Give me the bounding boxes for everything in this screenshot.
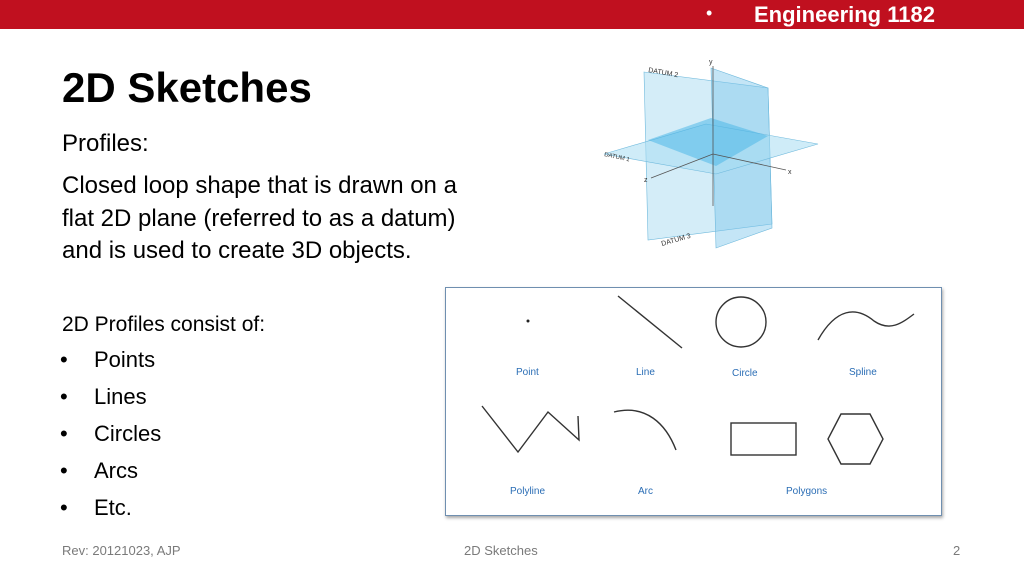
line-shape (618, 296, 682, 348)
circle-label: Circle (732, 368, 758, 379)
consist-heading: 2D Profiles consist of: (62, 313, 266, 336)
bullet-icon: • (60, 347, 68, 372)
header-bullet: • (706, 3, 713, 23)
list-item-label: Points (94, 347, 156, 372)
list-item-label: Arcs (94, 458, 138, 483)
list-item-label: Lines (94, 384, 147, 409)
spline-label: Spline (849, 367, 877, 378)
list-item (60, 421, 161, 458)
bullet-icon: • (60, 458, 68, 483)
axis-x-label: x (788, 169, 792, 176)
datum-2-label: DATUM 2 (647, 67, 679, 80)
point-label: Point (516, 367, 539, 378)
spline-shape (818, 312, 914, 340)
datum-1-label: DATUM 1 (603, 152, 631, 164)
list-item-label: Circles (94, 421, 162, 446)
footer-page-number: 2 (953, 543, 961, 558)
point-shape (527, 320, 530, 323)
circle-shape (716, 297, 766, 347)
hexagon-polygon-shape (828, 414, 883, 464)
polyline-shape (482, 406, 579, 452)
line-label: Line (636, 367, 655, 378)
list-item (60, 458, 161, 495)
profile-shapes-drawing (446, 288, 941, 515)
profile-list (60, 347, 161, 532)
axis-y-label: y (709, 59, 713, 66)
rectangle-polygon-shape (731, 423, 796, 455)
bullet-icon: • (60, 495, 68, 520)
axis-z-label: z (644, 177, 648, 184)
bullet-icon: • (60, 384, 68, 409)
list-item-label: Etc. (94, 495, 132, 520)
profile-description: Closed loop shape that is drawn on a flat 2D plane (referred to as a datum) and is used to create 3D objects. (62, 172, 457, 265)
datum-3-label: DATUM 3 (660, 232, 692, 248)
polyline-label: Polyline (510, 486, 546, 497)
list-item (60, 384, 161, 421)
header-bar (0, 0, 1024, 29)
footer-revision: Rev: 20121023, AJP (62, 543, 181, 558)
slide-title: 2D Sketches (62, 64, 312, 111)
list-item (60, 347, 161, 384)
bullet-icon: • (60, 421, 68, 446)
arc-label: Arc (638, 486, 653, 497)
profiles-heading: Profiles: (62, 130, 149, 157)
arc-shape (614, 410, 676, 450)
footer-title: 2D Sketches (464, 543, 538, 558)
datum-planes-figure (596, 56, 826, 256)
course-title: Engineering 1182 (754, 2, 935, 27)
list-item (60, 495, 161, 532)
profile-shapes-figure (445, 287, 942, 516)
polygons-label: Polygons (786, 486, 828, 497)
